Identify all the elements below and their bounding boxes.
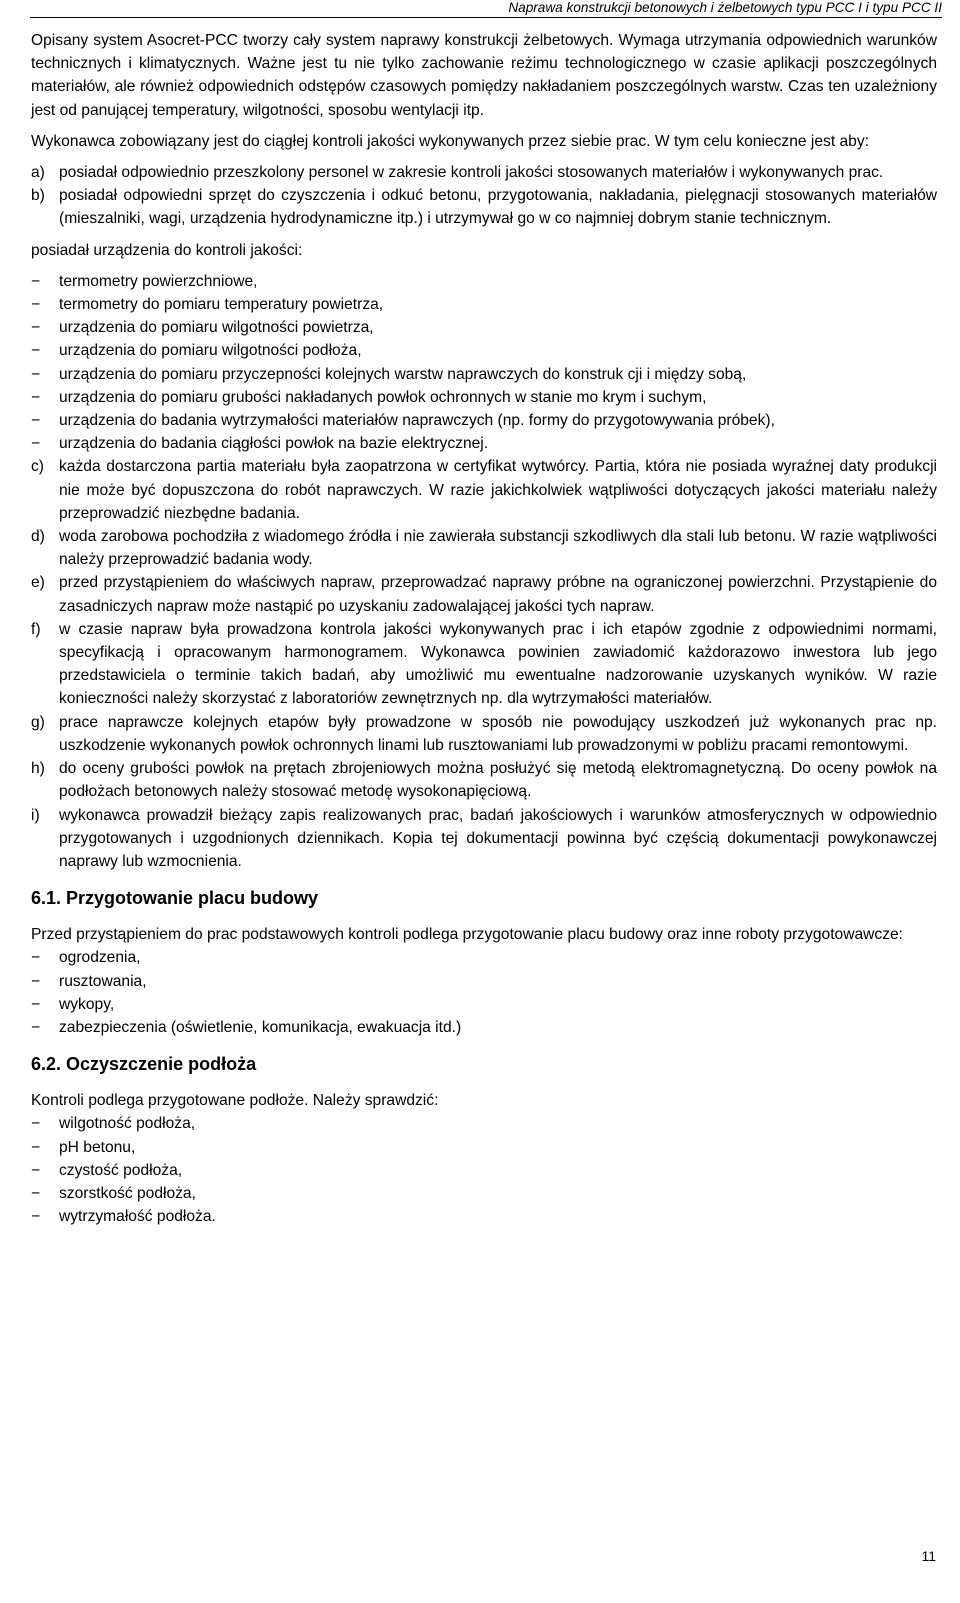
site-preparation-list: [31, 946, 937, 1039]
list-item-text: termometry do pomiaru temperatury powietrza,: [59, 296, 384, 314]
list-item-text: wilgotność podłoża,: [59, 1115, 196, 1133]
running-header: Naprawa konstrukcji betonowych i żelbetowych typu PCC I i typu PCC II: [30, 0, 942, 18]
list-item-text: do oceny grubości powłok na prętach zbrojeniowych można posłużyć się metodą elektromagnetyczną. Do oceny powłok na podłożach betonowych należy stosować metodę wysokonapięciową.: [59, 760, 937, 801]
list-item: [31, 293, 937, 316]
list-item-text: urządzenia do pomiaru wilgotności powietrza,: [59, 319, 374, 337]
list-item-text: szorstkość podłoża,: [59, 1184, 196, 1202]
list-marker: f): [31, 620, 41, 638]
dash-marker: −: [31, 949, 41, 967]
devices-intro: posiadał urządzenia do kontroli jakości:: [31, 241, 303, 259]
list-item: [31, 757, 937, 803]
list-item-text: urządzenia do pomiaru grubości nakładanych powłok ochronnych w stanie mo krym i suchym,: [59, 388, 707, 406]
intro-paragraph-1: Opisany system Asocret-PCC tworzy cały system naprawy konstrukcji żelbetowych. Wymaga utrzymania odpowiednich warunków technicznych i klimatycznych. Ważne jest tu nie tylko zachowanie reżimu technologicznego w czasie aplikacji poszczególnych materiałów, ale również odpowiednich odstępów czasowych pomiędzy nakładaniem poszczególnych warstw. Czas ten uzależniony jest od panującej temperatury, wilgotności, sposobu wentylacji itp.: [31, 32, 937, 119]
list-item: [31, 618, 937, 711]
list-item-text: zabezpieczenia (oświetlenie, komunikacja, ewakuacja itd.): [59, 1018, 462, 1036]
dash-marker: −: [31, 1138, 41, 1156]
list-item-text: urządzenia do badania wytrzymałości materiałów naprawczych (np. formy do przygotowywania próbek),: [59, 412, 775, 430]
list-item: [31, 1182, 937, 1205]
dash-marker: −: [31, 995, 41, 1013]
dash-marker: −: [31, 972, 41, 990]
dash-marker: −: [31, 435, 41, 453]
list-item-text: woda zarobowa pochodziła z wiadomego źródła i nie zawierała substancji szkodliwych dla stali lub betonu. W razie wątpliwości należy przeprowadzić badania wody.: [59, 528, 937, 569]
list-item: [31, 970, 937, 993]
list-item: [31, 946, 937, 969]
section-intro: Przed przystąpieniem do prac podstawowych kontroli podlega przygotowanie placu budowy oraz inne roboty przygotowawcze:: [31, 926, 903, 944]
dash-marker: −: [31, 319, 41, 337]
list-item: [31, 1016, 937, 1039]
list-item: [31, 316, 937, 339]
list-item-text: przed przystąpieniem do właściwych napraw, przeprowadzać naprawy próbne na ograniczonej powierzchni. Przystąpienie do zasadniczych napraw może nastąpić po uzyskaniu zadowalającej jakości tych napraw.: [59, 574, 937, 615]
list-item-text: wykopy,: [59, 995, 115, 1013]
list-item: [31, 409, 937, 432]
list-item-text: wytrzymałość podłoża.: [59, 1208, 216, 1226]
dash-marker: −: [31, 1115, 41, 1133]
page-number: 11: [921, 1548, 936, 1564]
dash-marker: −: [31, 272, 41, 290]
list-item-text: czystość podłoża,: [59, 1161, 183, 1179]
requirements-list: [31, 161, 937, 231]
list-marker: d): [31, 528, 45, 546]
section-intro: Kontroli podlega przygotowane podłoże. Należy sprawdzić:: [31, 1092, 439, 1110]
list-item: [31, 571, 937, 617]
list-marker: b): [31, 187, 45, 205]
list-item-text: rusztowania,: [59, 972, 147, 990]
list-marker: i): [31, 806, 40, 824]
list-item: [31, 432, 937, 455]
intro-paragraph-2: Wykonawca zobowiązany jest do ciągłej kontroli jakości wykonywanych przez siebie prac. W tym celu konieczne jest aby:: [31, 132, 869, 150]
list-item: [31, 993, 937, 1016]
list-item: [31, 1159, 937, 1182]
list-item: [31, 711, 937, 757]
dash-marker: −: [31, 388, 41, 406]
list-item: [31, 804, 937, 874]
list-marker: a): [31, 164, 45, 182]
list-item: [31, 184, 937, 230]
list-item: [31, 455, 937, 525]
list-item: [31, 339, 937, 362]
list-item-text: każda dostarczona partia materiału była zaopatrzona w certyfikat wytwórcy. Partia, która nie posiada wyraźnej daty produkcji nie może być dopuszczona do robót naprawczych. W razie jakichkolwiek wątpliwości dotyczących jakości materiału należy przeprowadzić niezbędne badania.: [59, 458, 937, 522]
list-item: [31, 525, 937, 571]
dash-marker: −: [31, 1018, 41, 1036]
list-item: [31, 161, 937, 184]
list-item-text: urządzenia do pomiaru przyczepności kolejnych warstw naprawczych do konstruk cji i między sobą,: [59, 365, 747, 383]
list-item-text: ogrodzenia,: [59, 949, 141, 967]
list-item-text: w czasie napraw była prowadzona kontrola jakości wykonywanych prac i ich etapów zgodnie z odpowiednimi normami, specyfikacją i opracowanym harmonogramem. Wykonawca powinien zawiadomić każdorazowo inwestora lub jego przedstawiciela o terminie takich badań, aby umożliwić mu ewentualne nadzorowanie uzyskanych wyników. W razie konieczności należy skorzystać z laboratoriów zewnętrznych np. dla wytrzymałości materiałów.: [59, 620, 937, 708]
dash-marker: −: [31, 1161, 41, 1179]
list-item: [31, 386, 937, 409]
list-item-text: posiadał odpowiednio przeszkolony personel w zakresie kontroli jakości stosowanych materiałów i wykonywanych prac.: [59, 164, 884, 182]
dash-marker: −: [31, 342, 41, 360]
section-heading: 6.2. Oczyszczenie podłoża: [31, 1054, 257, 1075]
devices-list: [31, 270, 937, 456]
list-item-text: urządzenia do badania ciągłości powłok na bazie elektrycznej.: [59, 435, 489, 453]
list-item: [31, 363, 937, 386]
page-content: [31, 29, 937, 1228]
list-marker: e): [31, 574, 45, 592]
list-item-text: urządzenia do pomiaru wilgotności podłoża,: [59, 342, 362, 360]
section-heading: 6.1. Przygotowanie placu budowy: [31, 888, 319, 909]
list-item-text: prace naprawcze kolejnych etapów były prowadzone w sposób nie powodujący uszkodzeń już wykonanych prac np. uszkodzenie wykonanych powłok ochronnych linami lub rusztowaniami lub prowadzonymi w pobliżu pracami remontowymi.: [59, 713, 937, 754]
dash-marker: −: [31, 296, 41, 314]
dash-marker: −: [31, 1184, 41, 1202]
dash-marker: −: [31, 1208, 41, 1226]
list-marker: h): [31, 760, 45, 778]
dash-marker: −: [31, 412, 41, 430]
list-item: [31, 1136, 937, 1159]
list-item-text: posiadał odpowiedni sprzęt do czyszczenia i odkuć betonu, przygotowania, nakładania, pielęgnacji stosowanych materiałów (mieszalniki, wagi, urządzenia hydrodynamiczne itp.) i utrzymywał go w co najmniej dobrym stanie technicznym.: [59, 187, 937, 228]
list-marker: c): [31, 458, 44, 476]
list-item: [31, 1112, 937, 1135]
list-item-text: termometry powierzchniowe,: [59, 272, 258, 290]
list-item-text: pH betonu,: [59, 1138, 136, 1156]
dash-marker: −: [31, 365, 41, 383]
requirements-list-continued: [31, 455, 937, 873]
list-item: [31, 1205, 937, 1228]
list-item-text: wykonawca prowadził bieżący zapis realizowanych prac, badań jakościowych i warunków atmosferycznych w odpowiednio przygotowanych i uzgodnionych dziennikach. Kopia tej dokumentacji powinna być częścią dokumentacji powykonawczej naprawy lub wzmocnienia.: [59, 806, 937, 870]
list-marker: g): [31, 713, 45, 731]
list-item: [31, 270, 937, 293]
substrate-check-list: [31, 1112, 937, 1228]
